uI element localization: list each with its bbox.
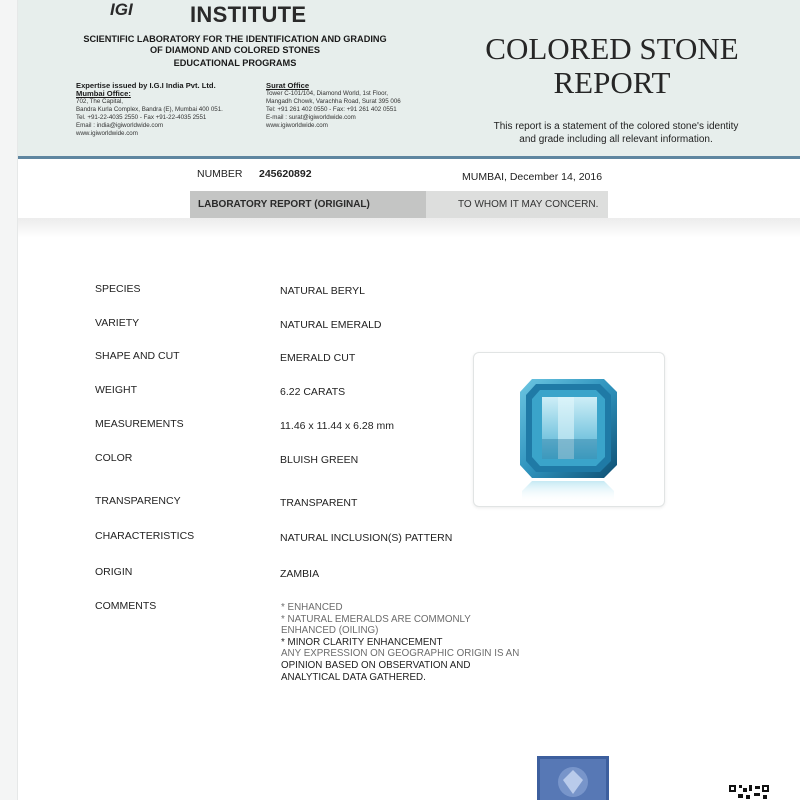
report-title xyxy=(462,32,762,100)
surat-address-2: Mangadh Chowk, Varachha Road, Surat 395 006 xyxy=(266,98,401,105)
expertise-line: Expertise issued by I.G.I India Pvt. Ltd. xyxy=(76,81,216,90)
report-date: MUMBAI, December 14, 2016 xyxy=(462,171,603,183)
shape-cut-label: SHAPE AND CUT xyxy=(95,350,180,362)
transparency-value: TRANSPARENT xyxy=(280,497,358,509)
surat-office-title: Surat Office xyxy=(266,81,310,90)
measurements-label: MEASUREMENTS xyxy=(95,418,184,430)
characteristics-label: CHARACTERISTICS xyxy=(95,530,195,542)
color-value: BLUISH GREEN xyxy=(280,454,359,466)
measurements-value: 11.46 x 11.44 x 6.28 mm xyxy=(280,420,395,432)
weight-value: 6.22 CARATS xyxy=(280,386,346,398)
to-whom-it-may-concern: TO WHOM IT MAY CONCERN. xyxy=(458,199,599,210)
mumbai-office xyxy=(76,82,261,138)
weight-label: WEIGHT xyxy=(95,384,137,396)
tagline-line3: EDUCATIONAL PROGRAMS xyxy=(173,58,297,68)
comment-line-6: OPINION BASED ON OBSERVATION AND xyxy=(281,659,471,671)
transparency-label: TRANSPARENCY xyxy=(95,495,181,507)
variety-label: VARIETY xyxy=(95,317,140,329)
institute-tagline xyxy=(50,34,420,69)
institute-name: INSTITUTE xyxy=(190,2,307,27)
comment-line-1: * ENHANCED xyxy=(281,602,343,613)
surat-email: E-mail : surat@igiworldwide.com xyxy=(266,114,356,121)
comments-label: COMMENTS xyxy=(95,600,157,612)
mumbai-address-1: 702, The Capital, xyxy=(76,98,124,105)
mumbai-phone: Tel. +91-22-4035 2550 - Fax +91-22-4035 2551 xyxy=(76,114,207,121)
mumbai-email: Email : india@igiworldwide.com xyxy=(76,122,164,129)
comment-line-2: * NATURAL EMERALDS ARE COMMONLY xyxy=(281,613,471,625)
report-number-label: NUMBER xyxy=(197,168,243,180)
header-divider xyxy=(18,156,800,159)
qr-code-icon xyxy=(728,784,774,800)
origin-label: ORIGIN xyxy=(95,566,133,578)
stone-reflection xyxy=(522,481,614,503)
origin-value: ZAMBIA xyxy=(280,568,320,580)
report-number: 245620892 xyxy=(259,168,312,180)
comments-block xyxy=(281,602,519,683)
species-value: NATURAL BERYL xyxy=(280,285,365,297)
lab-report-label: LABORATORY REPORT (ORIGINAL) xyxy=(198,199,370,210)
hologram-seal-icon xyxy=(537,756,609,800)
report-title-line2: REPORT xyxy=(553,65,671,100)
mumbai-website: www.igiworldwide.com xyxy=(76,130,138,137)
shape-cut-value: EMERALD CUT xyxy=(280,352,356,364)
variety-value: NATURAL EMERALD xyxy=(280,319,382,331)
tagline-line1: SCIENTIFIC LABORATORY FOR THE IDENTIFICATION AND GRADING xyxy=(83,34,387,44)
section-shade xyxy=(18,218,800,238)
characteristics-value: NATURAL INCLUSION(S) PATTERN xyxy=(280,532,453,544)
mumbai-address-2: Bandra Kurla Complex, Bandra (E), Mumbai 400 051. xyxy=(76,106,223,113)
report-title-line1: COLORED STONE xyxy=(485,31,739,66)
stone-table-shadow xyxy=(542,439,597,459)
surat-office xyxy=(266,82,441,130)
logo-text: IGI xyxy=(110,0,133,18)
comment-line-7: ANALYTICAL DATA GATHERED. xyxy=(281,671,426,683)
surat-phone: Tel: +91 261 402 0550 - Fax: +91 261 402 0551 xyxy=(266,106,397,113)
surat-address-1: Tower C-101/104, Diamond World, 1st Floor, xyxy=(266,90,388,97)
mumbai-office-title: Mumbai Office: xyxy=(76,89,131,98)
stone-photo-card xyxy=(473,352,665,507)
comment-line-3: ENHANCED (OILING) xyxy=(281,625,379,637)
surat-website: www.igiworldwide.com xyxy=(266,122,328,129)
species-label: SPECIES xyxy=(95,283,141,295)
comment-line-4: * MINOR CLARITY ENHANCEMENT xyxy=(281,636,443,648)
report-description: This report is a statement of the colored stone's identity and grade including all relevant information. xyxy=(493,121,739,145)
tagline-line2: OF DIAMOND AND COLORED STONES xyxy=(150,45,320,55)
paper-edge xyxy=(0,0,18,800)
color-label: COLOR xyxy=(95,452,133,464)
igi-logo xyxy=(108,0,148,18)
stone-image xyxy=(474,353,666,508)
comment-line-5: ANY EXPRESSION ON GEOGRAPHIC ORIGIN IS AN xyxy=(281,648,520,660)
